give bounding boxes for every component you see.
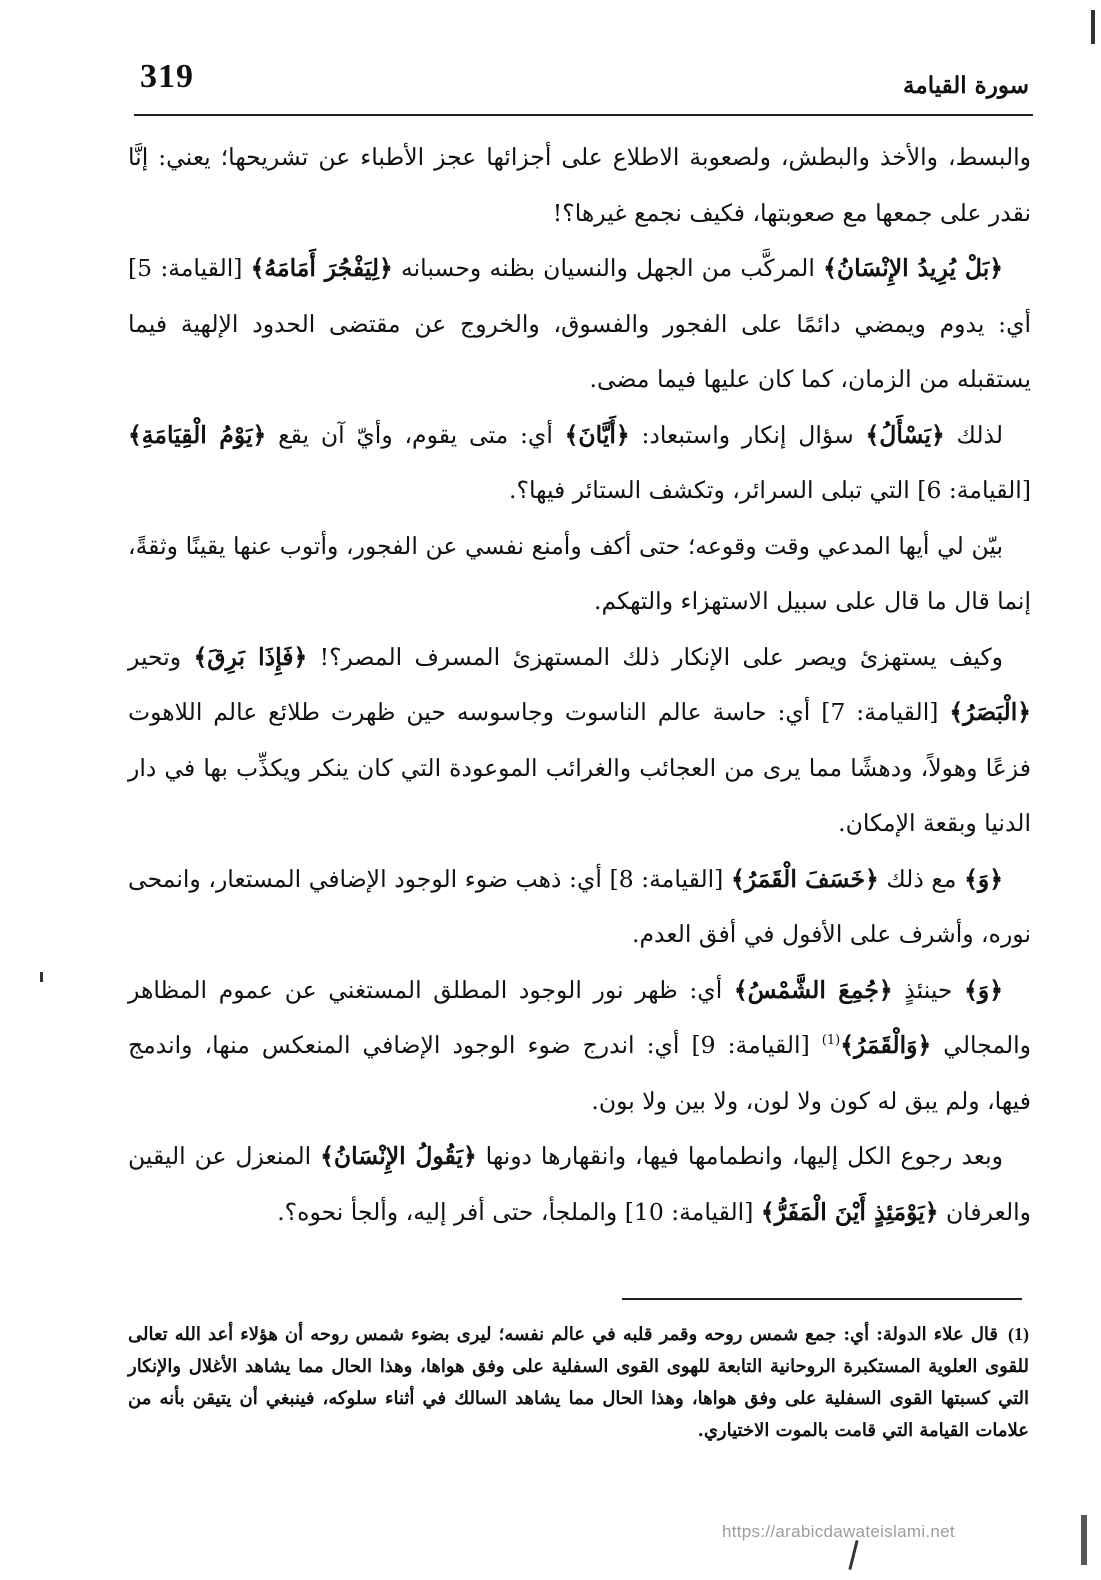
commentary-text: أي: متى يقوم، وأيّ آن يقع [266,420,565,449]
commentary-text: المنعزل عن اليقين والعرفان [128,1142,1031,1226]
page-number: 319 [140,58,194,95]
paragraph-7 [128,963,1031,1130]
quran-verse: ﴿بَلْ يُرِيدُ الإِنْسَانُ﴾ [823,254,1003,282]
commentary-text: [القيامة: 5] أي: يدوم ويمضي دائمًا على الفجور والفسوق، والخروج عن مقتضى الحدود الإلهية فيما يستقبله من الزمان، كما كان عليها فيما مضى. [128,254,1031,393]
scan-edge-mark [40,972,43,982]
commentary-text: مع ذلك [878,864,965,893]
commentary-text: [القيامة: 6] التي تبلى السرائر، وتكشف الستائر فيها؟. [509,476,1031,504]
commentary-text: سؤال إنكار واستبعاد: [629,420,866,449]
quran-verse: ﴿يَوْمَئِذٍ أَيْنَ الْمَفَرُّ﴾ [760,1197,939,1226]
quran-verse: ﴿لِيَفْجُرَ أَمَامَهُ﴾ [250,254,393,282]
commentary-text: وتحير [128,642,194,671]
commentary-text: لذلك [944,420,1004,449]
quran-verse: ﴿وَ﴾ [964,864,1003,893]
commentary-text: وبعد رجوع الكل إليها، وانطمامها فيها، وانقهارها دونها [476,1142,1004,1170]
paragraph-5 [128,630,1031,852]
quran-verse: ﴿يَوْمُ الْقِيَامَةِ﴾ [128,420,267,449]
footnote-rule [622,1298,1022,1300]
commentary-text: [القيامة: 9] أي: اندرج ضوء الوجود الإضافي المنعكس منها، واندمج فيها، ولم يبق له كون ولا لون، ولا بين ولا بون. [128,1031,1031,1115]
scan-edge-mark [1081,1515,1087,1565]
footnote-number: (1) [1008,1324,1029,1344]
quran-verse: ﴿الْبَصَرُ﴾ [949,698,1031,726]
watermark-link[interactable]: https://arabicdawateislami.net [722,1522,955,1541]
quran-verse: ﴿وَالْقَمَرُ﴾ [840,1031,932,1059]
commentary-text: وكيف يستهزئ ويصر على الإنكار ذلك المستهزئ المسرف المصر؟! [307,642,1004,671]
commentary-text: [القيامة: 8] أي: ذهب ضوء الوجود الإضافي المستعار، وانمحى نوره، وأشرف على الأفول في أفق العدم. [128,864,1031,948]
running-title: سورة القيامة [903,72,1029,99]
paragraph-1: والبسط، والأخذ والبطش، ولصعوبة الاطلاع على أجزائها عجز الأطباء عن تشريحها؛ يعني: إنَّا نقدر على جمعها مع صعوبتها، فكيف نجمع غيرها؟! [128,143,1031,227]
commentary-text: [القيامة: 10] والملجأ، حتى أفر إليه، وألجأ نحوه؟. [277,1197,761,1226]
header-rule [134,114,1033,116]
commentary-text: [القيامة: 7] أي: حاسة عالم الناسوت وجاسوسه حين ظهرت طلائع عالم اللاهوت فزعًا وهولاً، ودهشًا مما يرى من العجائب والغرائب الموعودة التي كان ينكر ويكذِّب بها في دار الدنيا وبقعة الإمكان. [128,698,1031,837]
quran-verse: ﴿وَ﴾ [964,975,1004,1004]
paragraph-3 [128,408,1031,519]
quran-verse: ﴿أَيَّانَ﴾ [564,420,630,449]
footnote-text: قال علاء الدولة: أي: جمع شمس روحه وقمر قلبه في عالم نفسه؛ ليرى بضوء شمس روحه أن هؤلاء أعد الله تعالى للقوى العلوية المستكبرة الروحانية التابعة للهوى القوى السفلية على وفق هواها، وهذا الحال مما يشاهد الأغلال والإنكار التي كسبتها القوى السفلية على وفق هواها، وهذا الحال مما يشاهد السالك في أثناء سلوكه، فينبغي أن يتيقن بأنه من علامات القيامة التي قامت بالموت الاختياري. [128,1324,1029,1441]
paragraph-2 [128,241,1031,408]
paragraph-4: بيّن لي أيها المدعي وقت وقوعه؛ حتى أكف وأمنع نفسي عن الفجور، وأتوب عنها يقينًا وثقةً، إنما قال ما قال على سبيل الاستهزاء والتهكم. [128,531,1031,615]
paragraph-6 [128,852,1031,963]
quran-verse: ﴿جُمِعَ الشَّمْسُ﴾ [733,975,893,1004]
paragraph-8 [128,1129,1031,1240]
quran-verse: ﴿يَسْأَلُ﴾ [865,420,945,449]
quran-verse: ﴿يَقُولُ الإِنْسَانُ﴾ [320,1142,477,1170]
footnote-reference[interactable]: (1) [821,1033,841,1049]
commentary-text: أي: ظهر نور الوجود المطلق المستغني عن عموم المظاهر والمجالي [128,975,1031,1059]
scan-edge-mark [848,1540,858,1570]
scan-edge-mark [1091,10,1095,44]
quran-verse: ﴿خَسَفَ الْقَمَرُ﴾ [730,864,879,893]
main-text [128,130,1031,1240]
quran-verse: ﴿فَإِذَا بَرِقَ﴾ [193,642,308,671]
commentary-text: المركَّب من الجهل والنسيان بظنه وحسبانه [392,254,824,282]
footnote [128,1318,1029,1447]
commentary-text: حينئذٍ [892,975,965,1004]
